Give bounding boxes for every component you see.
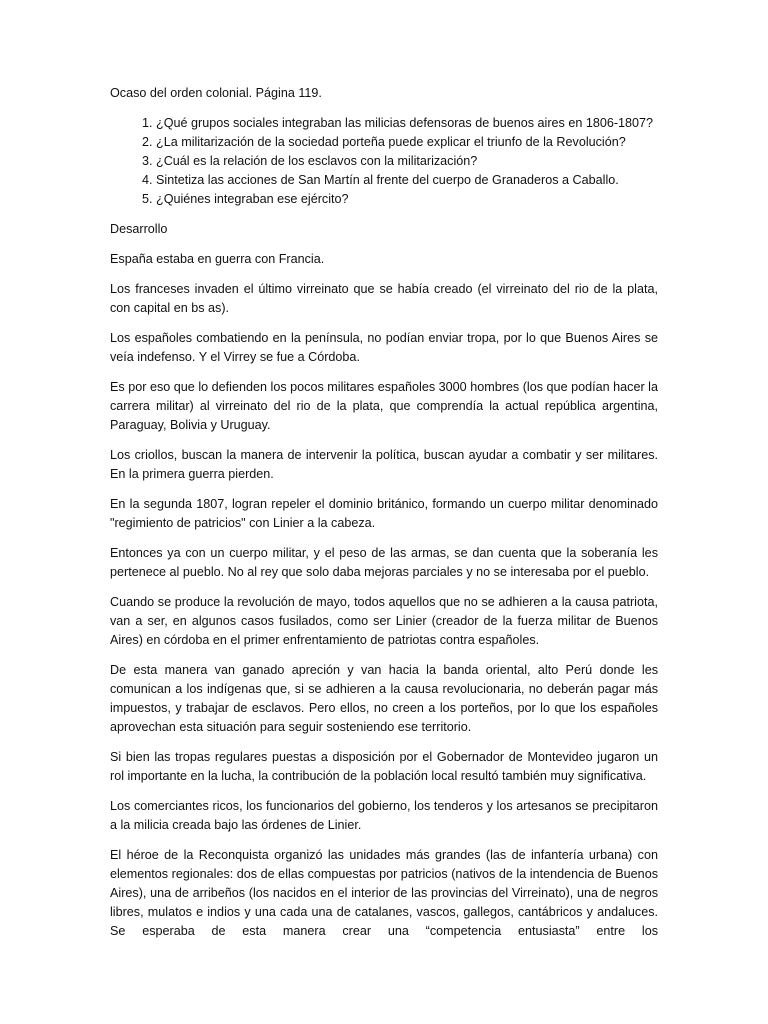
question-item: 5. ¿Quiénes integraban ese ejército? — [156, 190, 658, 209]
paragraph: Entonces ya con un cuerpo militar, y el peso de las armas, se dan cuenta que la soberanía les pertenece al pueblo. No al rey que solo daba mejoras parciales y no se interesaba por el pueblo. — [110, 546, 658, 579]
paragraph: Si bien las tropas regulares puestas a disposición por el Gobernador de Montevideo jugaron un rol importante en la lucha, la contribución de la población local resultó también muy significativa. — [110, 750, 658, 783]
paragraph: Los criollos, buscan la manera de intervenir la política, buscan ayudar a combatir y ser militares. En la primera guerra pierden. — [110, 448, 658, 481]
paragraph: En la segunda 1807, logran repeler el dominio británico, formando un cuerpo militar denominado "regimiento de patricios" con Linier a la cabeza. — [110, 497, 658, 530]
paragraph: Los comerciantes ricos, los funcionarios del gobierno, los tenderos y los artesanos se precipitaron a la milicia creada bajo las órdenes de Linier. — [110, 799, 658, 832]
question-list — [110, 114, 658, 209]
paragraph: Cuando se produce la revolución de mayo, todos aquellos que no se adhieren a la causa patriota, van a ser, en algunos casos fusilados, como ser Linier (creador de la fuerza militar de Buenos Aires) en córdoba en el primer enfrentamiento de patriotas contra españoles. — [110, 595, 658, 647]
paragraph: España estaba en guerra con Francia. — [110, 252, 325, 266]
question-item: 2. ¿La militarización de la sociedad porteña puede explicar el triunfo de la Revolución? — [156, 133, 658, 152]
paragraph: De esta manera van ganado apreción y van hacia la banda oriental, alto Perú donde les comunican a los indígenas que, si se adhieren a la causa revolucionaria, no deberán pagar más impuestos, y trabajar de esclavos. Pero ellos, no creen a los porteños, por lo que los españoles aprovechan esta situación para seguir sosteniendo ese territorio. — [110, 663, 658, 734]
paragraph: Los españoles combatiendo en la península, no podían enviar tropa, por lo que Buenos Aires se veía indefenso. Y el Virrey se fue a Córdoba. — [110, 331, 658, 364]
paragraph: Los franceses invaden el último virreinato que se había creado (el virreinato del rio de la plata, con capital en bs as). — [110, 282, 658, 315]
question-item: 1. ¿Qué grupos sociales integraban las milicias defensoras de buenos aires en 1806-1807? — [156, 114, 658, 133]
document-page — [110, 84, 658, 952]
document-heading: Ocaso del orden colonial. Página 119. — [110, 86, 322, 100]
section-title: Desarrollo — [110, 222, 168, 236]
question-item: 3. ¿Cuál es la relación de los esclavos con la militarización? — [156, 152, 658, 171]
paragraph: El héroe de la Reconquista organizó las unidades más grandes (las de infantería urbana) con elementos regionales: dos de ellas compuestas por patricios (nativos de la intendencia de Buenos Aires), una de arribeños (los nacidos en el interior de las provincias del Virreinato), una de negros libres, mulatos e indios y una cada una de catalanes, vascos, gallegos, cantábricos y andaluces. Se esperaba de esta manera crear una “competencia entusiasta” entre los — [110, 848, 658, 938]
paragraph: Es por eso que lo defienden los pocos militares españoles 3000 hombres (los que podían hacer la carrera militar) al virreinato del rio de la plata, que comprendía la actual república argentina, Paraguay, Bolivia y Uruguay. — [110, 380, 658, 432]
question-item: 4. Sintetiza las acciones de San Martín al frente del cuerpo de Granaderos a Caballo. — [156, 171, 658, 190]
